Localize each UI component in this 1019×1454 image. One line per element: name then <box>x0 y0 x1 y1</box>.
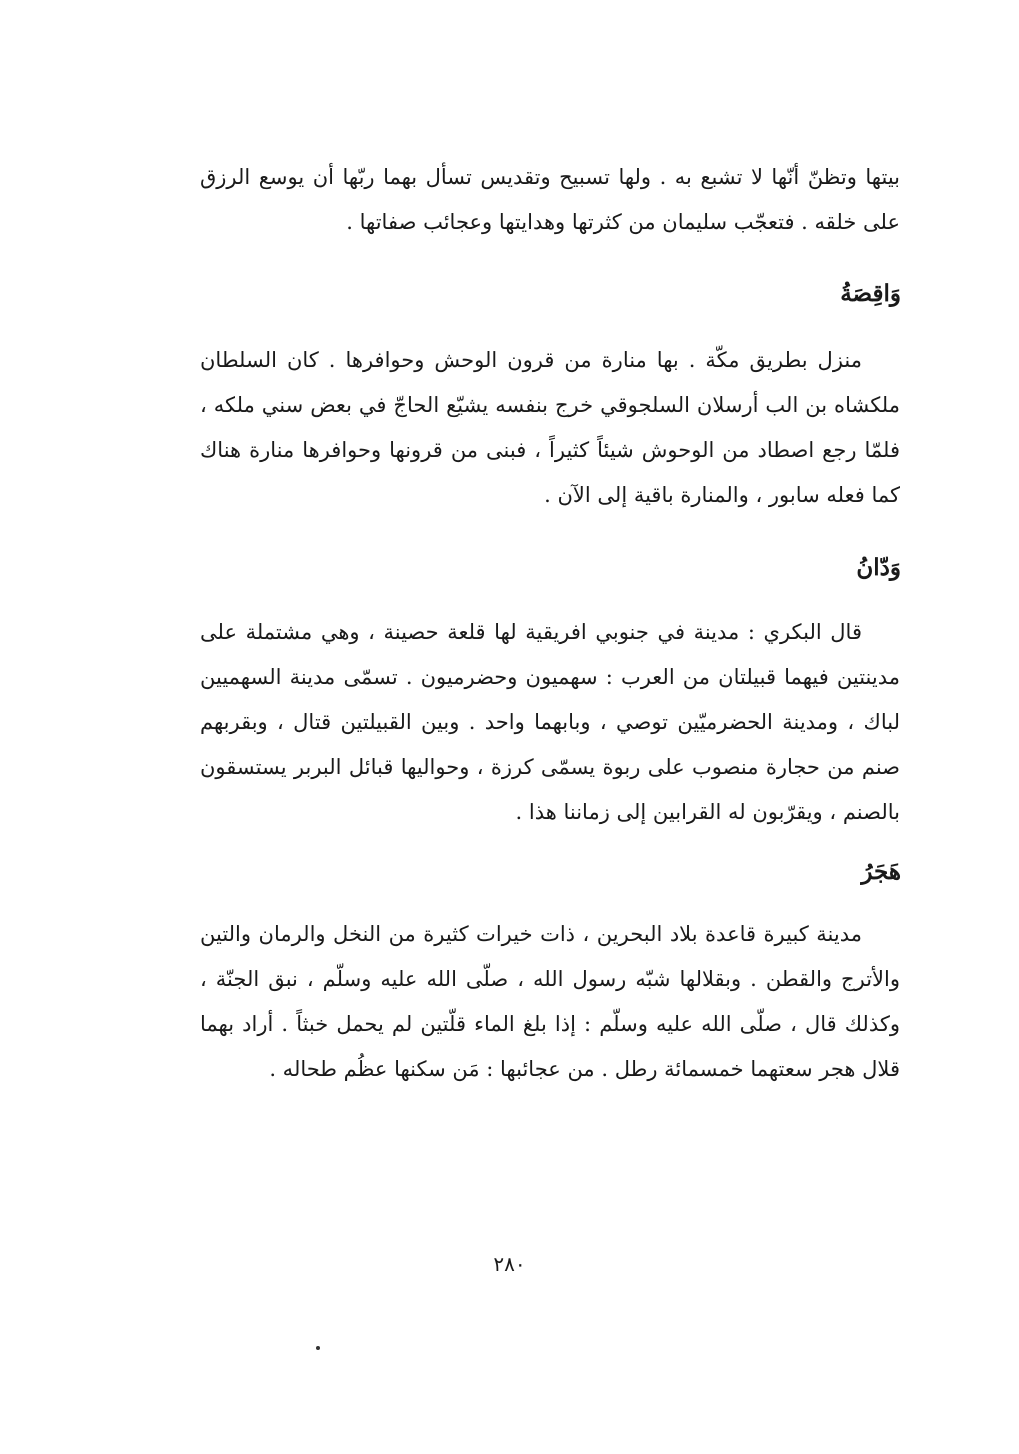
entry-body-waddan-block <box>200 610 900 835</box>
entry-body-waqisa-block <box>200 338 900 518</box>
entry-body-hajar-block <box>200 912 900 1092</box>
scan-speck <box>316 1346 320 1350</box>
intro-paragraph-block <box>200 155 900 245</box>
entry-heading-hajar: هَجَرُ <box>861 858 901 885</box>
entry-body-hajar: مدينة كبيرة قاعدة بلاد البحرين ، ذات خيرات كثيرة من النخل والرمان والتين والأترج والقطن . وبقلالها شبّه رسول الله ، صلّى الله عليه وسلّم ، نبق الجنّة ، وكذلك قال ، صلّى الله عليه وسلّم : إذا بلغ الماء قلّتين لم يحمل خبثاً . أراد بهما قلال هجر سعتهما خمسمائة رطل . من عجائبها : مَن سكنها عظُم طحاله . <box>200 922 900 1081</box>
intro-paragraph: بيتها وتظنّ أنّها لا تشبع به . ولها تسبيح وتقديس تسأل بهما ربّها أن يوسع الرزق على خلقه . فتعجّب سليمان من كثرتها وهدايتها وعجائب صفاتها . <box>200 165 900 234</box>
page-number: ٢٨٠ <box>493 1252 526 1276</box>
entry-body-waddan: قال البكري : مدينة في جنوبي افريقية لها قلعة حصينة ، وهي مشتملة على مدينتين فيهما قبيلتان من العرب : سهميون وحضرميون . تسمّى مدينة السهميين لباك ، ومدينة الحضرميّين توصي ، وبابهما واحد . وبين القبيلتين قتال ، وبقربهم صنم من حجارة منصوب على ربوة يسمّى كرزة ، وحواليها قبائل البربر يستسقون بالصنم ، ويقرّبون له القرابين إلى زماننا هذا . <box>200 620 900 824</box>
entry-heading-waddan: وَدّانُ <box>856 554 901 581</box>
entry-body-waqisa: منزل بطريق مكّة . بها منارة من قرون الوحش وحوافرها . كان السلطان ملكشاه بن الب أرسلان السلجوقي خرج بنفسه يشيّع الحاجّ في بعض سني ملكه ، فلمّا رجع اصطاد من الوحوش شيئاً كثيراً ، فبنى من قرونها وحوافرها منارة هناك كما فعله سابور ، والمنارة باقية إلى الآن . <box>200 348 900 507</box>
entry-heading-waqisa: وَاقِصَةُ <box>840 280 901 307</box>
